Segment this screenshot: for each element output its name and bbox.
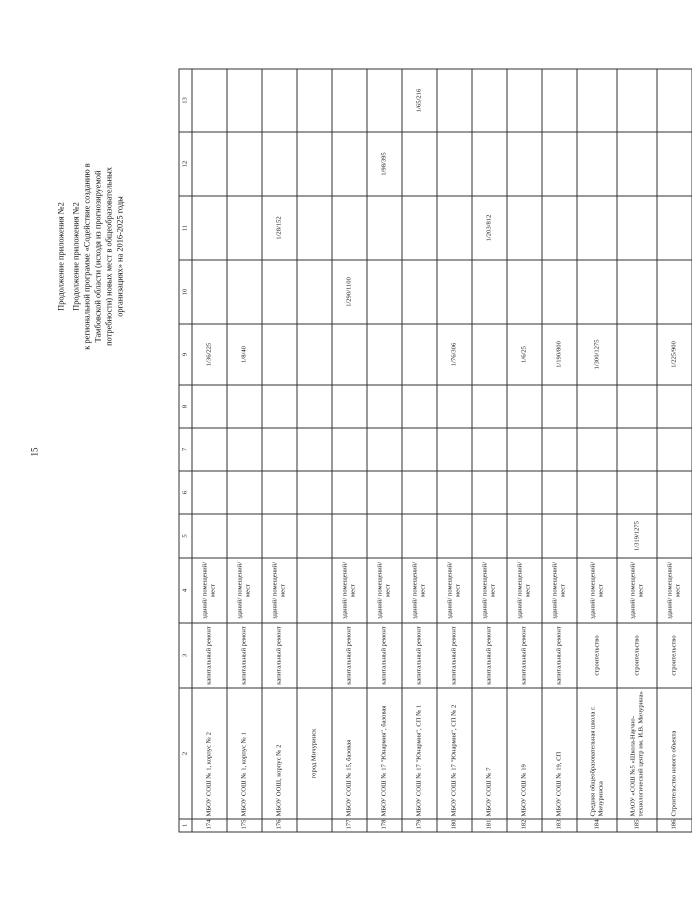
table-row <box>542 69 577 832</box>
table-cell <box>617 260 657 324</box>
table-cell: зданий/ помещений/ мест <box>437 558 472 623</box>
table-cell <box>332 514 367 558</box>
column-number-cell: 1 <box>179 819 192 832</box>
column-number-cell: 6 <box>179 471 192 514</box>
table-cell: 1/28/152 <box>262 196 297 260</box>
table-cell <box>542 132 577 196</box>
heading-continuation: Продолжение приложения №2 <box>56 201 65 311</box>
table-cell: 1/8/40 <box>227 324 262 385</box>
table-cell <box>227 69 262 132</box>
table-cell <box>192 196 227 260</box>
object-name-cell: МБОУ СОШ № 19 <box>507 688 542 819</box>
table-cell <box>367 196 402 260</box>
table-cell: 1/190/800 <box>542 324 577 385</box>
table-cell <box>657 69 692 132</box>
table-cell: зданий/ помещений/ мест <box>227 558 262 623</box>
table-cell: капитальный ремонт <box>367 623 402 688</box>
table-cell <box>472 514 507 558</box>
object-name-cell: Средняя общеобразовательная школа г. Мичуринска <box>577 688 617 819</box>
table-cell <box>617 385 657 428</box>
table-cell <box>617 428 657 471</box>
table-cell <box>617 69 657 132</box>
table-cell <box>657 514 692 558</box>
column-number-cell: 13 <box>179 69 192 132</box>
table-cell <box>657 428 692 471</box>
column-number-cell: 4 <box>179 558 192 623</box>
object-name-cell: МБОУ СОШ № 17 "Юнармия", базовая <box>367 688 402 819</box>
table-cell <box>332 385 367 428</box>
object-name-cell: МБОУ ООШ, корпус № 2 <box>262 688 297 819</box>
table-cell <box>472 428 507 471</box>
table-cell <box>577 428 617 471</box>
table-cell <box>227 132 262 196</box>
table-cell <box>332 324 367 385</box>
table-cell <box>617 132 657 196</box>
table-row <box>262 69 297 832</box>
table-row <box>192 69 227 832</box>
table-cell: капитальный ремонт <box>472 623 507 688</box>
table-row <box>367 69 402 832</box>
table-cell <box>297 623 332 688</box>
table-cell <box>437 385 472 428</box>
table-cell <box>437 260 472 324</box>
table-cell <box>542 428 577 471</box>
table-cell: 1/225/900 <box>657 324 692 385</box>
row-number-cell: 183 <box>542 819 577 832</box>
table-cell <box>402 196 437 260</box>
column-number-cell: 7 <box>179 428 192 471</box>
table-cell <box>192 428 227 471</box>
table-cell <box>577 69 617 132</box>
table-cell: зданий/ помещений/ мест <box>617 558 657 623</box>
table-cell: капитальный ремонт <box>542 623 577 688</box>
heading-line: Тамбовской области (исходя из прогнозируемой <box>93 170 102 342</box>
table-cell <box>472 132 507 196</box>
column-number-cell: 10 <box>179 260 192 324</box>
table-cell <box>262 260 297 324</box>
heading-line: потребности) новых мест в общеобразовательных <box>104 166 113 346</box>
object-name-cell: МБОУ СОШ № 1, корпус № 1 <box>227 688 262 819</box>
table-cell: капитальный ремонт <box>332 623 367 688</box>
table-cell: зданий/ помещений/ мест <box>657 558 692 623</box>
table-cell <box>657 471 692 514</box>
table-cell <box>367 260 402 324</box>
table-cell: зданий/ помещений/ мест <box>262 558 297 623</box>
program-table <box>178 68 692 832</box>
table-cell: строительство <box>617 623 657 688</box>
table-cell <box>262 324 297 385</box>
heading-line: организациях» на 2016-2025 годы <box>115 195 124 317</box>
table-cell: зданий/ помещений/ мест <box>472 558 507 623</box>
table-cell <box>437 471 472 514</box>
row-number-cell: 178 <box>367 819 402 832</box>
table-cell <box>297 514 332 558</box>
table-cell <box>332 196 367 260</box>
table-cell <box>402 260 437 324</box>
table-cell: 1/319/1275 <box>617 514 657 558</box>
table-cell <box>402 385 437 428</box>
table-cell <box>297 132 332 196</box>
object-name-cell: МБОУ СОШ № 7 <box>472 688 507 819</box>
table-cell: 1/36/225 <box>192 324 227 385</box>
table-cell <box>192 514 227 558</box>
table-cell <box>262 428 297 471</box>
table-cell <box>577 196 617 260</box>
table-cell: капитальный ремонт <box>402 623 437 688</box>
table-cell <box>227 514 262 558</box>
table-cell <box>507 132 542 196</box>
table-cell <box>507 514 542 558</box>
table-cell <box>657 260 692 324</box>
table-cell <box>657 196 692 260</box>
table-cell <box>297 260 332 324</box>
table-cell <box>192 471 227 514</box>
table-cell: капитальный ремонт <box>507 623 542 688</box>
row-number-cell: 180 <box>437 819 472 832</box>
table-cell <box>507 471 542 514</box>
table-cell: 1/203/812 <box>472 196 507 260</box>
table-cell <box>402 471 437 514</box>
table-row <box>657 69 692 832</box>
object-name-cell: МБОУ СОШ № 17 "Юнармия", СП № 2 <box>437 688 472 819</box>
table-cell <box>332 132 367 196</box>
table-body <box>179 69 692 832</box>
table-cell <box>262 471 297 514</box>
table-row <box>437 69 472 832</box>
table-cell <box>507 69 542 132</box>
row-number-cell: 185 <box>617 819 657 832</box>
row-number-cell: 176 <box>262 819 297 832</box>
table-cell <box>542 69 577 132</box>
row-number-cell: 174 <box>192 819 227 832</box>
table-cell <box>577 514 617 558</box>
table-cell <box>297 196 332 260</box>
column-number-cell: 12 <box>179 132 192 196</box>
table-cell <box>367 324 402 385</box>
group-title: город Мичуринск <box>297 688 332 819</box>
table-cell <box>617 471 657 514</box>
table-cell <box>402 132 437 196</box>
table-cell <box>657 132 692 196</box>
table-cell <box>297 471 332 514</box>
table-cell: 1/6/25 <box>507 324 542 385</box>
table-cell <box>507 196 542 260</box>
table-cell <box>542 514 577 558</box>
row-number-cell: 177 <box>332 819 367 832</box>
table-cell <box>437 69 472 132</box>
table-cell <box>617 196 657 260</box>
row-number-cell: 175 <box>227 819 262 832</box>
table-cell <box>367 514 402 558</box>
table-cell <box>617 324 657 385</box>
table-cell: капитальный ремонт <box>192 623 227 688</box>
object-name-cell: МБОУ СОШ № 17 "Юнармия", СП № 1 <box>402 688 437 819</box>
object-name-cell: МБОУ СОШ № 19, СП <box>542 688 577 819</box>
table-cell <box>542 196 577 260</box>
column-number-cell: 9 <box>179 324 192 385</box>
table-cell <box>297 558 332 623</box>
page-number: 15 <box>29 447 40 457</box>
table-cell <box>262 385 297 428</box>
table-cell: 1/300/1275 <box>577 324 617 385</box>
table-cell <box>507 385 542 428</box>
table-cell: капитальный ремонт <box>262 623 297 688</box>
table-cell <box>192 385 227 428</box>
table-cell <box>297 69 332 132</box>
column-number-row <box>179 69 192 832</box>
table-cell <box>367 385 402 428</box>
table-row <box>332 69 367 832</box>
table-row <box>402 69 437 832</box>
table-cell: 1/290/1100 <box>332 260 367 324</box>
table-cell <box>227 385 262 428</box>
table-cell <box>472 471 507 514</box>
table-cell <box>437 514 472 558</box>
table-cell <box>507 260 542 324</box>
table-cell: 1/76/306 <box>437 324 472 385</box>
table-cell <box>227 471 262 514</box>
row-number-cell: 181 <box>472 819 507 832</box>
table-cell <box>227 260 262 324</box>
object-name-cell: МБОУ СОШ № 15, базовая <box>332 688 367 819</box>
table-cell: зданий/ помещений/ мест <box>542 558 577 623</box>
table-cell <box>332 428 367 471</box>
table-cell <box>262 69 297 132</box>
table-cell: строительство <box>577 623 617 688</box>
table-cell <box>472 324 507 385</box>
table-cell <box>437 196 472 260</box>
table-cell <box>402 428 437 471</box>
heading-line: к региональной программе «Содействие созданию в <box>82 162 91 350</box>
table-cell <box>542 385 577 428</box>
table-cell <box>262 132 297 196</box>
table-cell: зданий/ помещений/ мест <box>332 558 367 623</box>
table-cell: зданий/ помещений/ мест <box>577 558 617 623</box>
group-row <box>297 69 332 832</box>
table-cell <box>297 819 332 832</box>
table-cell <box>577 260 617 324</box>
table-cell: зданий/ помещений/ мест <box>192 558 227 623</box>
row-number-cell: 179 <box>402 819 437 832</box>
table-cell <box>402 324 437 385</box>
table-cell <box>227 428 262 471</box>
table-cell <box>577 385 617 428</box>
column-number-cell: 11 <box>179 196 192 260</box>
table-cell <box>507 428 542 471</box>
document-sheet <box>50 65 681 840</box>
table-cell <box>262 514 297 558</box>
table-cell <box>192 69 227 132</box>
table-cell: зданий/ помещений/ мест <box>507 558 542 623</box>
table-cell <box>472 260 507 324</box>
document-heading <box>55 91 125 421</box>
object-name-cell: МБОУ СОШ № 1, корпус № 2 <box>192 688 227 819</box>
table-cell <box>542 471 577 514</box>
table-cell <box>297 428 332 471</box>
table-cell: 1/65/216 <box>402 69 437 132</box>
table-cell <box>472 385 507 428</box>
table-row <box>227 69 262 832</box>
table-cell <box>542 260 577 324</box>
table-row <box>472 69 507 832</box>
table-cell <box>192 260 227 324</box>
table-cell <box>367 428 402 471</box>
table-cell <box>577 132 617 196</box>
table-cell <box>657 385 692 428</box>
table-cell <box>472 69 507 132</box>
table-cell <box>437 428 472 471</box>
column-number-cell: 3 <box>179 623 192 688</box>
table-cell: зданий/ помещений/ мест <box>402 558 437 623</box>
table-cell <box>227 196 262 260</box>
column-number-cell: 2 <box>179 688 192 819</box>
table-cell <box>367 471 402 514</box>
row-number-cell: 186 <box>657 819 692 832</box>
table-cell: 1/98/395 <box>367 132 402 196</box>
table-cell: капитальный ремонт <box>227 623 262 688</box>
table-row <box>507 69 542 832</box>
row-number-cell: 182 <box>507 819 542 832</box>
object-name-cell: МАОУ «СОШ №5 «Школа-Научно-технологический центр им. И.В. Мичурина» <box>617 688 657 819</box>
table-cell <box>402 514 437 558</box>
row-number-cell: 184 <box>577 819 617 832</box>
table-cell <box>297 324 332 385</box>
table-cell <box>437 132 472 196</box>
table-row <box>577 69 617 832</box>
column-number-cell: 5 <box>179 514 192 558</box>
table-cell <box>192 132 227 196</box>
table-cell: строительство <box>657 623 692 688</box>
object-name-cell: Строительство нового объекта <box>657 688 692 819</box>
table-row <box>617 69 657 832</box>
table-cell: капитальный ремонт <box>437 623 472 688</box>
table-cell <box>332 69 367 132</box>
heading-line: Продолжение приложения №2 <box>71 201 80 311</box>
table-cell <box>367 69 402 132</box>
table-cell <box>332 471 367 514</box>
table-cell <box>297 385 332 428</box>
table-cell: зданий/ помещений/ мест <box>367 558 402 623</box>
column-number-cell: 8 <box>179 385 192 428</box>
table-cell <box>577 471 617 514</box>
